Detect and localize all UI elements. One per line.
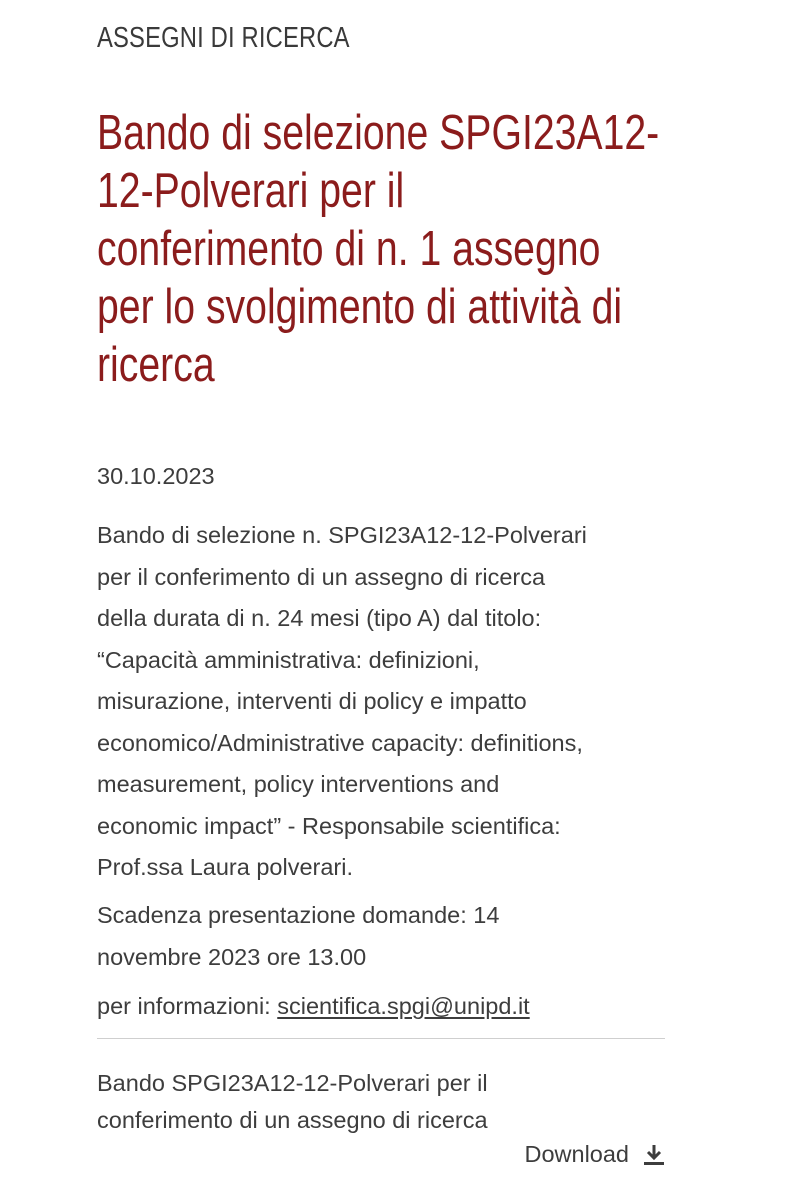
title-line: per lo svolgimento di attività di [97,280,623,334]
contact-email-link[interactable]: scientifica.spgi@unipd.it [277,993,530,1019]
deadline-line: novembre 2023 ore 13.00 [97,943,367,970]
contact-info [97,988,530,1024]
description-line: per il conferimento di un assegno di ricerca [97,563,546,590]
description-line: Bando di selezione n. SPGI23A12-12-Polverari [97,522,587,548]
description-line: misurazione, interventi di policy e impatto [97,688,527,714]
description-line: economic impact” - Responsabile scientifica: [97,812,561,839]
deadline-line: Scadenza presentazione domande: 14 [97,902,500,928]
divider [97,1038,665,1039]
section-category: ASSEGNI DI RICERCA [97,22,350,54]
title-line: Bando di selezione SPGI23A12- [97,106,660,160]
description-line: economico/Administrative capacity: definitions, [97,729,583,756]
publication-date: 30.10.2023 [97,463,215,489]
attachment-line: Bando SPGI23A12-12-Polverari per il [97,1070,488,1096]
contact-label: per informazioni: [97,993,278,1019]
title-line: conferimento di n. 1 assegno [97,222,601,276]
description-line: “Capacità amministrativa: definizioni, [97,646,480,673]
deadline [97,895,677,978]
attachment-title [97,1065,677,1139]
download-icon [641,1142,667,1168]
description [97,515,677,889]
attachment-line: conferimento di un assegno di ricerca [97,1107,488,1133]
title-line: ricerca [97,338,215,392]
page-title [97,104,660,394]
title-line: 12-Polverari per il [97,164,405,218]
download-label: Download [524,1141,629,1167]
description-line: della durata di n. 24 mesi (tipo A) dal titolo: [97,605,542,631]
download-button[interactable] [524,1141,667,1168]
description-line: Prof.ssa Laura polverari. [97,854,354,880]
description-line: measurement, policy interventions and [97,771,500,797]
